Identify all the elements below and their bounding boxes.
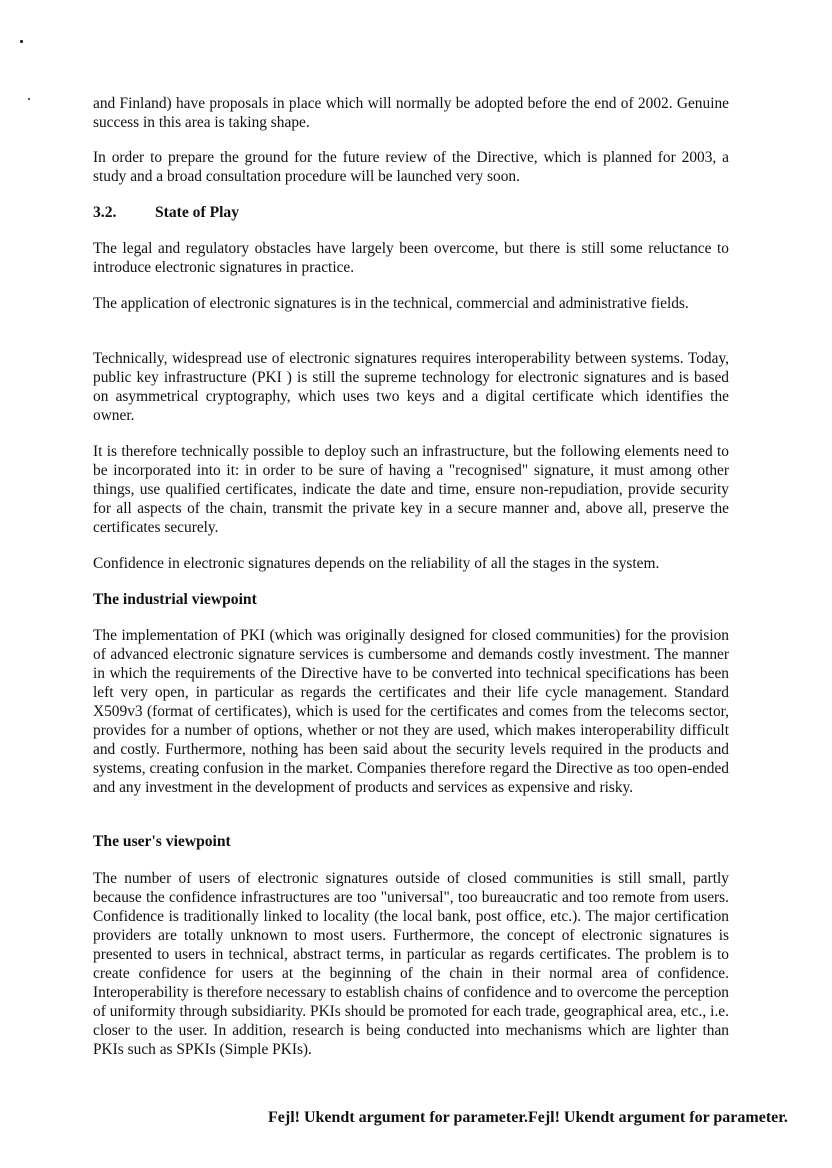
scan-speck	[20, 40, 23, 43]
footer-error-text: Fejl! Ukendt argument for parameter.Fejl! Ukendt argument for parameter.	[268, 1109, 788, 1126]
section-heading	[93, 203, 239, 222]
paragraph-confidence: Confidence in electronic signatures depends on the reliability of all the stages in the system.	[93, 555, 660, 572]
paragraph-technical-pki: Technically, widespread use of electronic signatures requires interoperability between systems. Today, public key infrastructure (PKI ) is still the supreme technology for electronic signatures and is based on asymmetrical cryptography, which uses two keys and a digital certificate which identifies the owner.	[93, 350, 729, 424]
user-viewpoint-heading: The user's viewpoint	[93, 833, 231, 850]
scan-speck	[28, 98, 30, 100]
paragraph-finland-proposals: and Finland) have proposals in place which will normally be adopted before the end of 2002. Genuine success in this area is taking shape.	[93, 95, 729, 131]
paragraph-application-fields: The application of electronic signatures is in the technical, commercial and administrative fields.	[93, 295, 689, 312]
paragraph-industrial-viewpoint: The implementation of PKI (which was originally designed for closed communities) for the provision of advanced electronic signature services is cumbersome and demands costly investment. The manner in which the requirements of the Directive have to be converted into technical specifications has been left very open, in particular as regards the certificates and their life cycle management. Standard X509v3 (format of certificates), which is used for the certificates and comes from the telecoms sector, provides for a number of options, whether or not they are used, which makes interoperability difficult and costly. Furthermore, nothing has been said about the security levels required in the products and systems, creating confusion in the market. Companies therefore regard the Directive as too open-ended and any investment in the development of products and services as expensive and risky.	[93, 627, 729, 796]
paragraph-legal-obstacles: The legal and regulatory obstacles have largely been overcome, but there is still some reluctance to introduce electronic signatures in practice.	[93, 240, 729, 276]
section-title: State of Play	[155, 204, 240, 221]
paragraph-user-viewpoint: The number of users of electronic signatures outside of closed communities is still small, partly because the confidence infrastructures are too "universal", too bureaucratic and too remote from users. Confidence is traditionally linked to locality (the local bank, post office, etc.). The major certification providers are totally unknown to most users. Furthermore, the concept of electronic signatures is presented to users in technical, abstract terms, in particular as regards certificates. The problem is to create confidence for users at the beginning of the chain in their normal area of confidence. Interoperability is therefore necessary to establish chains of confidence and to overcome the perception of uniformity through subsidiarity. PKIs should be promoted for each trade, geographical area, etc., i.e. closer to the user. In addition, research is being conducted into mechanisms which are lighter than PKIs such as SPKIs (Simple PKIs).	[93, 870, 729, 1058]
paragraph-infrastructure-elements: It is therefore technically possible to deploy such an infrastructure, but the following elements need to be incorporated into it: in order to be sure of having a "recognised" signature, it must among other things, use qualified certificates, indicate the date and time, ensure non-repudiation, provide security for all aspects of the chain, transmit the private key in a secure manner and, above all, preserve the certificates securely.	[93, 443, 729, 536]
paragraph-future-review: In order to prepare the ground for the future review of the Directive, which is planned for 2003, a study and a broad consultation procedure will be launched very soon.	[93, 149, 729, 185]
section-number: 3.2.	[93, 204, 117, 221]
industrial-viewpoint-heading: The industrial viewpoint	[93, 591, 257, 608]
